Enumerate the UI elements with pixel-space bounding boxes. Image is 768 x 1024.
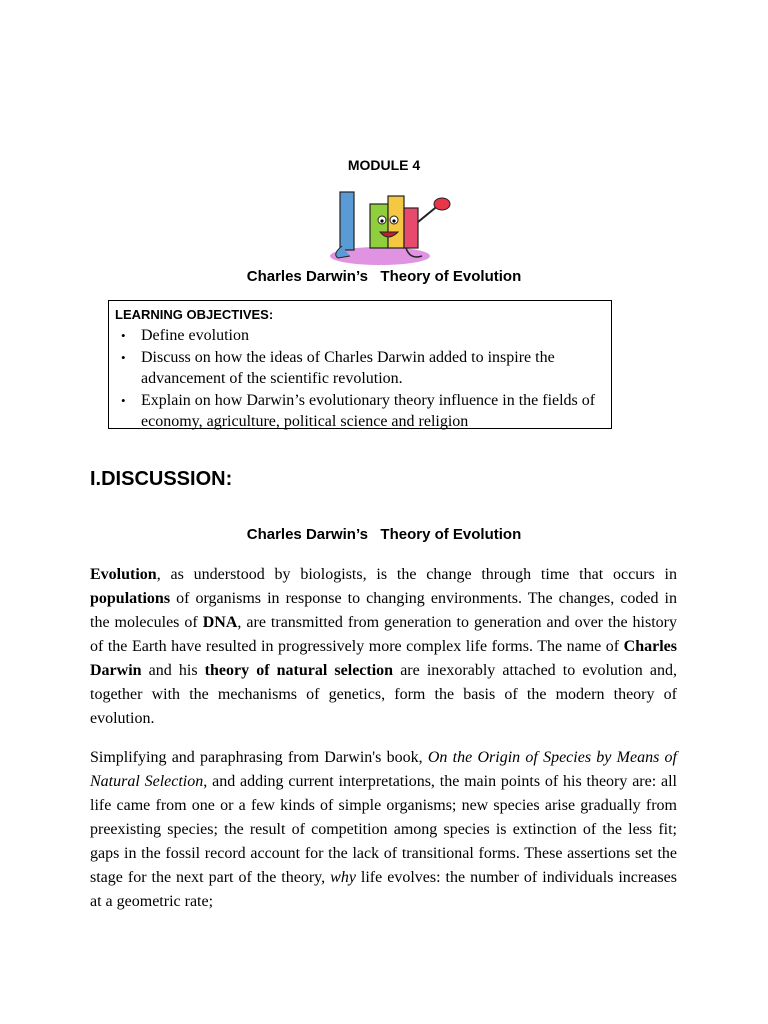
text-run: , and adding current interpretations, the main points of his theory are: all life came from one or a few kinds of simple organisms; new species arise gradually from preexisting species; the result of competition among species is extinction of the less fit; gaps in the fossil record account for the lack of transitional forms. These assertions set the stage for the next part of the theory, (90, 773, 677, 886)
text-run: and his (141, 662, 205, 679)
page-title: Charles Darwin’s Theory of Evolution (246, 268, 522, 285)
text-run: , as understood by biologists, is the change through time that occurs in (156, 566, 677, 583)
text-run: Simplifying and paraphrasing from Darwin's book, (90, 749, 428, 766)
objectives-heading: LEARNING OBJECTIVES: (115, 307, 274, 322)
bullet-icon: • (121, 349, 126, 365)
term-charles-darwin: Charles Darwin (90, 638, 677, 679)
list-item (115, 325, 605, 347)
text-run: of organisms in response to changing environments. The changes, coded in the molecules of (90, 590, 677, 631)
clipart-bar-4 (404, 208, 418, 248)
list-item (115, 347, 605, 390)
clipart-bar-1 (340, 192, 354, 250)
clipart-bar-2 (370, 204, 388, 248)
bullet-icon: • (121, 392, 126, 408)
objective-text: Discuss on how the ideas of Charles Darwin added to inspire the advancement of the scientific revolution. (141, 348, 555, 387)
module-label: MODULE 4 (347, 157, 421, 173)
learning-objectives-box (108, 300, 612, 429)
term-populations: populations (90, 590, 171, 607)
book-title: On the Origin of Species by Means of Natural Selection (90, 749, 677, 790)
emphasis-why: why (330, 869, 356, 886)
text-run: are inexorably attached to evolution and, together with the mechanisms of genetics, form the basis of the modern theory of evolution. (90, 662, 678, 727)
bar-chart-mascot-icon (318, 182, 460, 266)
term-dna: DNA (202, 614, 238, 631)
term-evolution: Evolution (90, 566, 157, 583)
text-run: life evolves: the number of individuals increases at a geometric rate; (90, 869, 677, 910)
section-title: Charles Darwin’s Theory of Evolution (246, 526, 522, 543)
term-natural-selection: theory of natural selection (204, 662, 394, 679)
text-run: , are transmitted from generation to generation and over the history of the Earth have resulted in progressively more complex life forms. The name of (90, 614, 677, 655)
bullet-icon: • (121, 328, 126, 343)
list-item (115, 390, 605, 433)
objective-text: Define evolution (141, 327, 249, 344)
darwin-theory-paragraph (90, 746, 677, 914)
objective-text: Explain on how Darwin’s evolutionary theory influence in the fields of economy, agriculture, political science and religion (141, 391, 596, 430)
discussion-heading: I.DISCUSSION: (90, 468, 233, 490)
evolution-paragraph (90, 563, 677, 731)
objectives-list (115, 325, 605, 433)
